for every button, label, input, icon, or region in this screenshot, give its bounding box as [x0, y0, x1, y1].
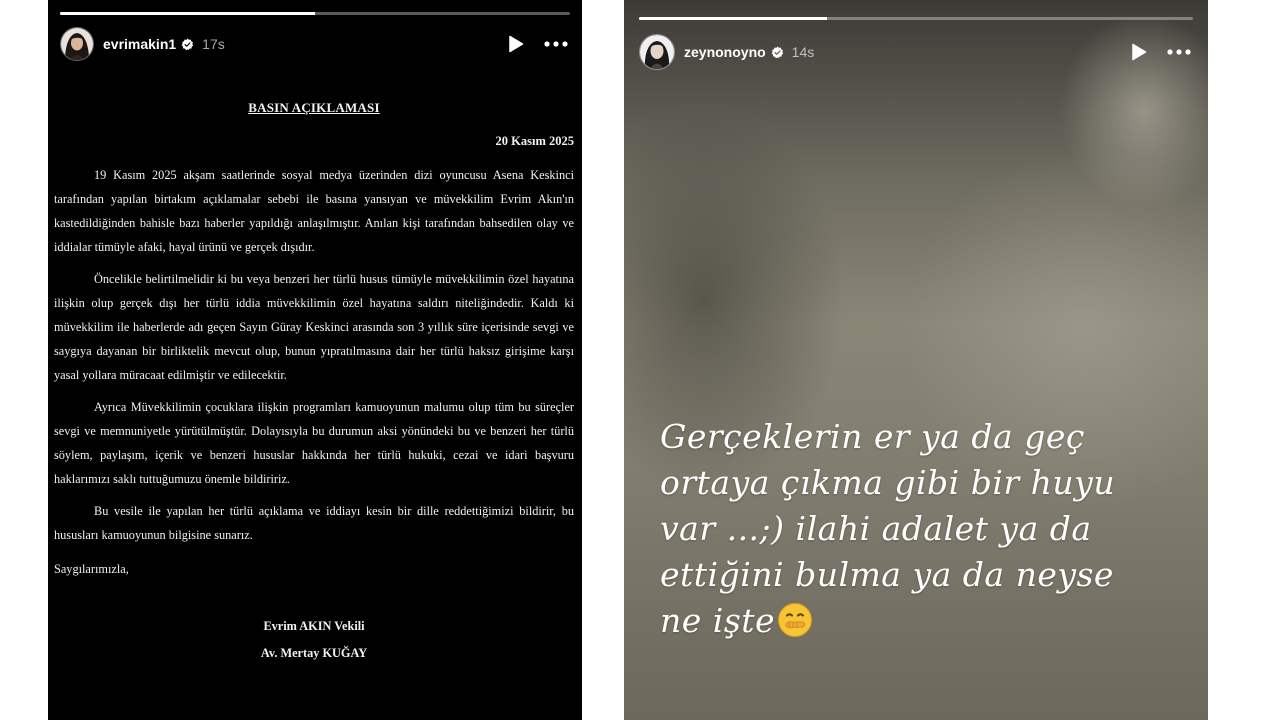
story-progress-bar	[639, 17, 1193, 20]
more-icon[interactable]	[1165, 40, 1193, 64]
timestamp: 14s	[791, 44, 815, 60]
story-text-line: ne işte	[660, 601, 776, 640]
face-with-hand-over-mouth-icon	[777, 602, 813, 638]
story-text-line: ettiğini bulma ya da neyse	[660, 555, 1114, 594]
story-left	[48, 0, 582, 720]
document-closing: Saygılarımızla,	[54, 562, 129, 576]
timestamp: 17s	[202, 36, 225, 52]
username[interactable]: evrimakin1	[103, 36, 177, 52]
document-signature: Av. Mertay KUĞAY	[260, 646, 368, 660]
story-progress-bar	[60, 12, 570, 15]
story-right	[624, 0, 1208, 720]
document-paragraph: Ayrıca Müvekkilimin çocuklara ilişkin programları kamuoyunun malumu olup tüm bu süreçler sevgi ve memnuniyetle yürütülmüştür. Dolayısıyla bu durumun aksi yönündeki bu ve benzeri her türlü söylem, paylaşım, içerik ve benzeri hususlar hakkında her türlü hukuki, cezai ve idari başvuru haklarımızı saklı tuttuğumuzu önemle bildiririz.	[54, 400, 574, 486]
story-progress-fill	[639, 17, 827, 20]
play-icon[interactable]	[504, 32, 528, 56]
story-text-line: var ...;) ilahi adalet ya da	[660, 509, 1092, 548]
press-release-document	[54, 100, 574, 661]
verified-icon	[771, 46, 784, 59]
avatar[interactable]	[60, 27, 94, 61]
document-signature: Evrim AKIN Vekili	[263, 619, 365, 633]
avatar[interactable]	[639, 34, 675, 70]
document-date: 20 Kasım 2025	[495, 134, 574, 148]
story-text-line-last	[660, 598, 1180, 644]
play-icon[interactable]	[1127, 40, 1151, 64]
story-progress-fill	[60, 12, 315, 15]
document-title: BASIN AÇIKLAMASI	[248, 100, 380, 115]
username[interactable]: zeynonoyno	[684, 44, 766, 60]
document-paragraph: Bu vesile ile yapılan her türlü açıklama ve iddiayı kesin bir dille reddettiğimizi bildirir, bu hususları kamuoyunun bilgisine sunarız.	[54, 504, 574, 542]
document-paragraph: 19 Kasım 2025 akşam saatlerinde sosyal medya üzerinden dizi oyuncusu Asena Keskinci tarafından yapılan birtakım açıklamalar sebebi ile basına yansıyan ve müvekkilim Evrim Akın'ın kastedildiğinden bahisle bazı haberler yapıldığı anlaşılmıştır. Anılan kişi tarafından bahsedilen olay ve iddialar tümüyle afaki, hayal ürünü ve gerçek dışıdır.	[54, 168, 574, 254]
story-header	[639, 30, 1193, 74]
more-icon[interactable]	[542, 32, 570, 56]
verified-icon	[181, 38, 194, 51]
story-header	[60, 22, 570, 66]
document-paragraph: Öncelikle belirtilmelidir ki bu veya benzeri her türlü husus tümüyle müvekkilimin özel hayatına ilişkin olup gerçek dışı her türlü iddia müvekkilimin özel hayatına saldırı niteliğindedir. Kaldı ki müvekkilim ile haberlerde adı geçen Sayın Güray Keskinci arasında son 3 yıllık süre içerisinde sevgi ve saygıya dayanan bir birliktelik mevcut olup, bunun yıpratılmasına dair her türlü haksız girişime karşı yasal yollara müracaat edilmiştir ve edilecektir.	[54, 272, 574, 382]
story-text-overlay	[660, 414, 1180, 644]
story-text-line: Gerçeklerin er ya da geç	[660, 417, 1085, 456]
story-text-line: ortaya çıkma gibi bir huyu	[660, 463, 1116, 502]
